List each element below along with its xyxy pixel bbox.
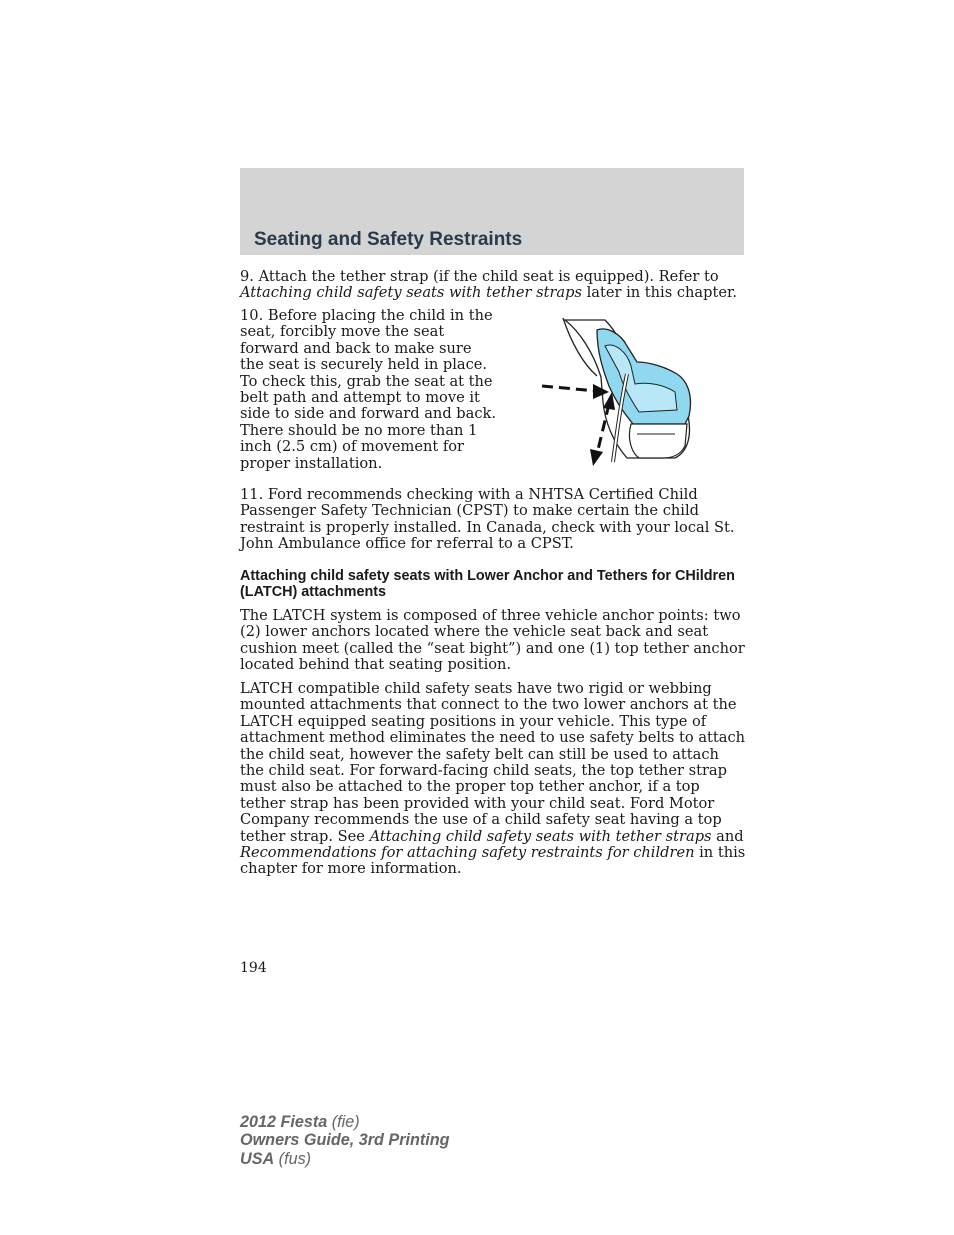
child-seat-illustration	[535, 312, 700, 474]
child-seat-base	[629, 424, 687, 458]
page-number: 194	[240, 960, 267, 976]
section-header-band	[240, 168, 744, 255]
footer-line-1: 2012 Fiesta (fie)	[240, 1113, 360, 1131]
step-9-paragraph: 9. Attach the tether strap (if the child seat is equipped). Refer to Attaching child safety seats with tether straps later in this chapter.	[240, 268, 737, 302]
cross-reference: Recommendations for attaching safety restraints for children	[240, 844, 695, 862]
latch-heading: Attaching child safety seats with Lower Anchor and Tethers for CHildren (LATCH) attachments	[240, 568, 735, 600]
cross-reference: Attaching child safety seats with tether straps	[369, 827, 712, 845]
step-10-paragraph: 10. Before placing the child in the seat, forcibly move the seat forward and back to make sure the seat is securely held in place. To check this, grab the seat at the belt path and attempt to move it side to side and forward and back. There should be no more than 1 inch (2.5 cm) of movement for proper installation.	[240, 307, 497, 472]
footer-line-3: USA (fus)	[240, 1149, 312, 1168]
document-footer	[240, 1113, 450, 1168]
footer-line-2: Owners Guide, 3rd Printing	[240, 1131, 450, 1150]
latch-paragraph-2: LATCH compatible child safety seats have two rigid or webbing mounted attachments that connect to the two lower anchors at the LATCH equipped seating positions in your vehicle. This type of attachment method eliminates the need to use safety belts to attach the child seat, however the safety belt can still be used to attach the child seat. For forward-facing child seats, the top tether strap must also be attached to the proper top tether anchor, if a top tether strap has been provided with your child seat. Ford Motor Company recommends the use of a child safety seat having a top tether strap. See Attaching child safety seats with tether straps and Recommendations for attaching safety restraints for children in this chapter for more information.	[240, 680, 746, 878]
forward-back-arrow	[597, 404, 609, 454]
arrowhead-down-icon	[590, 449, 603, 466]
cross-reference: Attaching child safety seats with tether straps	[240, 284, 582, 302]
latch-paragraph-1: The LATCH system is composed of three vehicle anchor points: two (2) lower anchors located where the vehicle seat back and seat cushion meet (called the “seat bight”) and one (1) top tether anchor located behind that seating position.	[240, 607, 745, 674]
side-to-side-arrow	[542, 386, 597, 391]
section-title: Seating and Safety Restraints	[254, 229, 523, 250]
step-11-paragraph: 11. Ford recommends checking with a NHTSA Certified Child Passenger Safety Technician (CPST) to make certain the child restraint is properly installed. In Canada, check with your local St. John Ambulance office for referral to a CPST.	[240, 486, 735, 553]
